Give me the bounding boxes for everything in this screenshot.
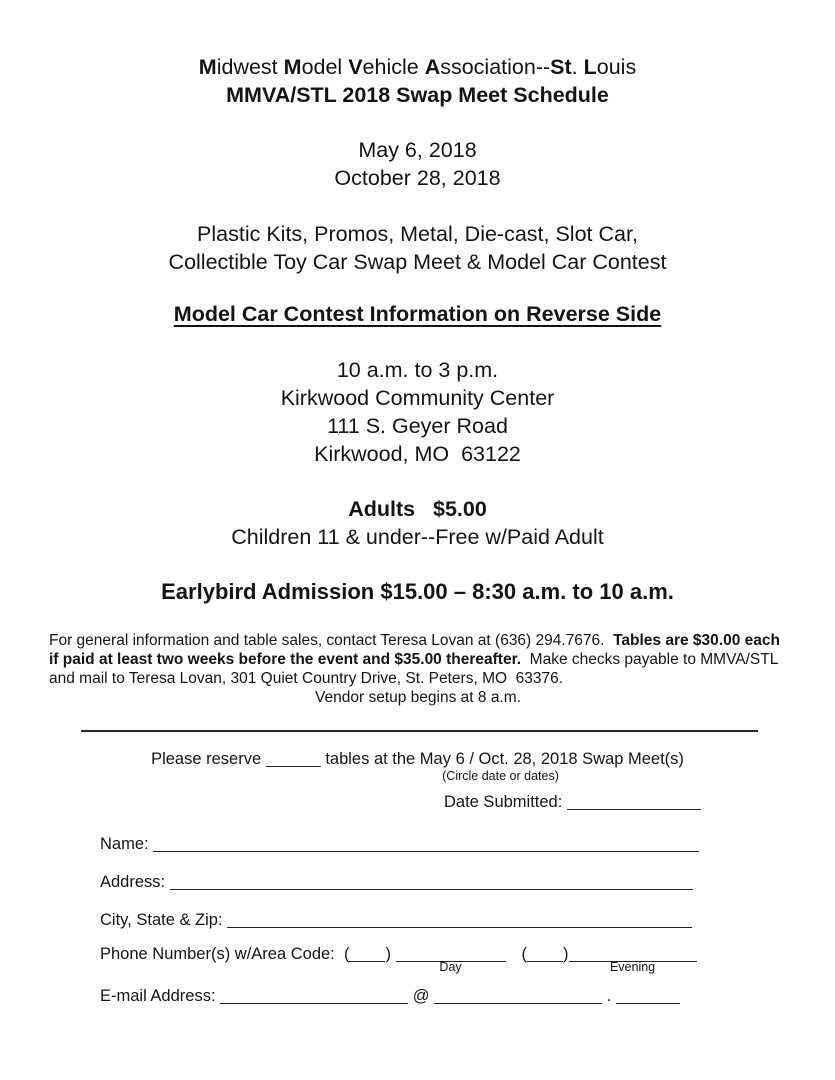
city-state-zip-row <box>100 910 835 930</box>
phone-label: Phone Number(s) w/Area Code: <box>100 945 335 963</box>
area-code-open-paren: ( <box>343 945 350 963</box>
email-row <box>100 986 835 1006</box>
checks-payable-text: Make checks payable to MMVA/STL and mail to Teresa Lovan, 301 Quiet Country Drive, St. Peters, MO 63376. <box>49 651 783 687</box>
day-area-code-blank[interactable] <box>349 948 385 962</box>
table-count-blank[interactable] <box>266 753 321 767</box>
reserve-tables-line <box>0 749 835 769</box>
name-label: Name: <box>100 835 149 853</box>
evening-caption: Evening <box>609 960 656 974</box>
email-label: E-mail Address: <box>100 987 216 1005</box>
venue-name: Kirkwood Community Center <box>280 386 555 410</box>
title-segment: L <box>583 55 597 79</box>
title-segment: St <box>550 55 572 79</box>
general-info-paragraph <box>49 631 787 688</box>
venue-city-state-zip: Kirkwood, MO 63122 <box>314 442 521 466</box>
event-hours: 10 a.m. to 3 p.m. <box>336 358 499 382</box>
admission-children: Children 11 & under--Free w/Paid Adult <box>231 525 604 549</box>
vendor-setup-note: Vendor setup begins at 8 a.m. <box>315 689 521 706</box>
phone-row <box>100 944 835 974</box>
evening-phone-field <box>569 944 697 974</box>
address-row <box>100 872 835 892</box>
email-domain-blank[interactable] <box>434 990 602 1004</box>
admission-adults: Adults $5.00 <box>348 497 487 521</box>
name-blank[interactable] <box>153 838 699 852</box>
table-pricing-text: Tables are $30.00 each if paid at least two weeks before the event and $35.00 thereafter. <box>49 632 785 668</box>
area-code-close-paren: ) <box>563 945 569 963</box>
date-submitted-row <box>444 792 835 812</box>
event-description-line1: Plastic Kits, Promos, Metal, Die-cast, Slot Car, <box>197 222 638 246</box>
evening-area-code-blank[interactable] <box>527 948 563 962</box>
city-state-zip-blank[interactable] <box>227 914 692 928</box>
title-segment: A <box>424 55 441 79</box>
name-row <box>100 834 835 854</box>
reserve-prefix-text: Please reserve <box>151 750 262 768</box>
area-code-close-paren: ) <box>385 945 391 963</box>
area-code-open-paren: ( <box>521 945 528 963</box>
contest-banner-text: Model Car Contest Information on Reverse Side <box>173 302 662 326</box>
section-divider <box>81 730 758 732</box>
city-state-zip-label: City, State & Zip: <box>100 911 223 929</box>
date-submitted-blank[interactable] <box>567 796 701 810</box>
title-segment: M <box>198 55 217 79</box>
title-segment: ssociation-- <box>440 55 551 79</box>
title-segment: ehicle <box>362 55 425 79</box>
day-phone-field <box>396 944 506 974</box>
date-submitted-label: Date Submitted: <box>444 793 563 811</box>
reservation-form <box>0 749 835 1006</box>
event-description-line2: Collectible Toy Car Swap Meet & Model Car Contest <box>168 250 667 274</box>
title-segment: . <box>571 55 584 79</box>
page-subtitle: MMVA/STL 2018 Swap Meet Schedule <box>226 83 609 107</box>
contest-banner <box>0 300 835 328</box>
email-at-symbol: @ <box>412 987 430 1005</box>
email-user-blank[interactable] <box>220 990 408 1004</box>
title-segment: ouis <box>596 55 637 79</box>
title-segment: M <box>283 55 302 79</box>
title-segment: V <box>348 55 363 79</box>
page-title <box>0 0 835 81</box>
event-date-may: May 6, 2018 <box>358 138 477 162</box>
address-blank[interactable] <box>170 876 693 890</box>
reserve-suffix-text: tables at the May 6 / Oct. 28, 2018 Swap Meet(s) <box>325 750 684 768</box>
email-tld-blank[interactable] <box>616 990 680 1004</box>
contact-info-text: For general information and table sales, contact Teresa Lovan at (636) 294.7676. <box>49 632 614 649</box>
event-date-october: October 28, 2018 <box>334 166 501 190</box>
address-label: Address: <box>100 873 166 891</box>
email-dot-symbol: . <box>606 987 612 1005</box>
title-segment: odel <box>301 55 349 79</box>
earlybird-admission: Earlybird Admission $15.00 – 8:30 a.m. to 10 a.m. <box>161 579 674 604</box>
venue-street: 111 S. Geyer Road <box>327 414 508 438</box>
day-caption: Day <box>439 960 462 974</box>
circle-date-note: (Circle date or dates) <box>442 769 559 783</box>
title-segment: idwest <box>216 55 284 79</box>
